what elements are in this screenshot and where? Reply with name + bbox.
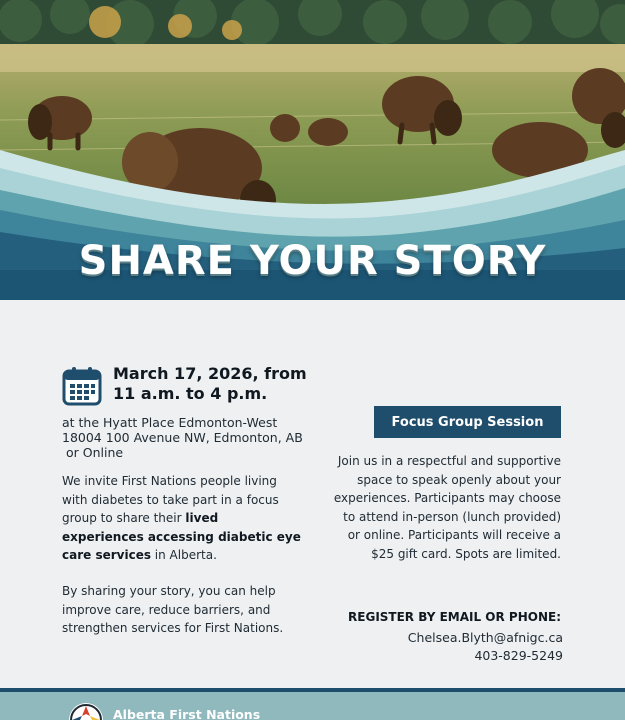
organization-logo-icon xyxy=(68,702,104,720)
focus-description: Join us in a respectful and supportive space to speak openly about your experiences. Participants may choose to attend in-person (lunch provided) or online. Participants will receive a $25 gift card. Spots are limited. xyxy=(333,454,561,561)
footer-organization-name: Alberta First Nations xyxy=(113,707,261,720)
content-area xyxy=(0,300,625,688)
register-label: REGISTER BY EMAIL OR PHONE: xyxy=(348,610,561,624)
location-line3: or Online xyxy=(62,445,124,460)
intro-text-end: in Alberta. xyxy=(150,548,217,562)
footer-bar xyxy=(0,692,625,720)
event-location xyxy=(62,415,332,460)
sharing-paragraph: By sharing your story, you can help improve care, reduce barriers, and strengthen services for First Nations. xyxy=(62,584,284,635)
contact-email-link[interactable]: Chelsea.Blyth@afnigc.ca xyxy=(407,630,563,645)
intro-text-emphasis: lived experiences accessing diabetic eye care services xyxy=(62,511,301,562)
focus-group-badge: Focus Group Session xyxy=(374,406,561,438)
location-line2: 18004 100 Avenue NW, Edmonton, AB xyxy=(62,430,303,445)
calendar-icon xyxy=(62,366,102,406)
event-date xyxy=(113,364,333,404)
location-line1: at the Hyatt Place Edmonton-West xyxy=(62,415,278,430)
intro-text-start: We invite First Nations people living with diabetes to take part in a focus group to share their xyxy=(62,474,279,525)
contact-phone-link[interactable]: 403-829-5249 xyxy=(474,648,563,663)
event-date-line1: March 17, 2026, from xyxy=(113,364,307,383)
intro-paragraph xyxy=(62,472,302,565)
hero-banner xyxy=(0,0,625,300)
event-date-line2: 11 a.m. to 4 p.m. xyxy=(113,384,268,403)
page-title: SHARE YOUR STORY xyxy=(78,238,547,284)
